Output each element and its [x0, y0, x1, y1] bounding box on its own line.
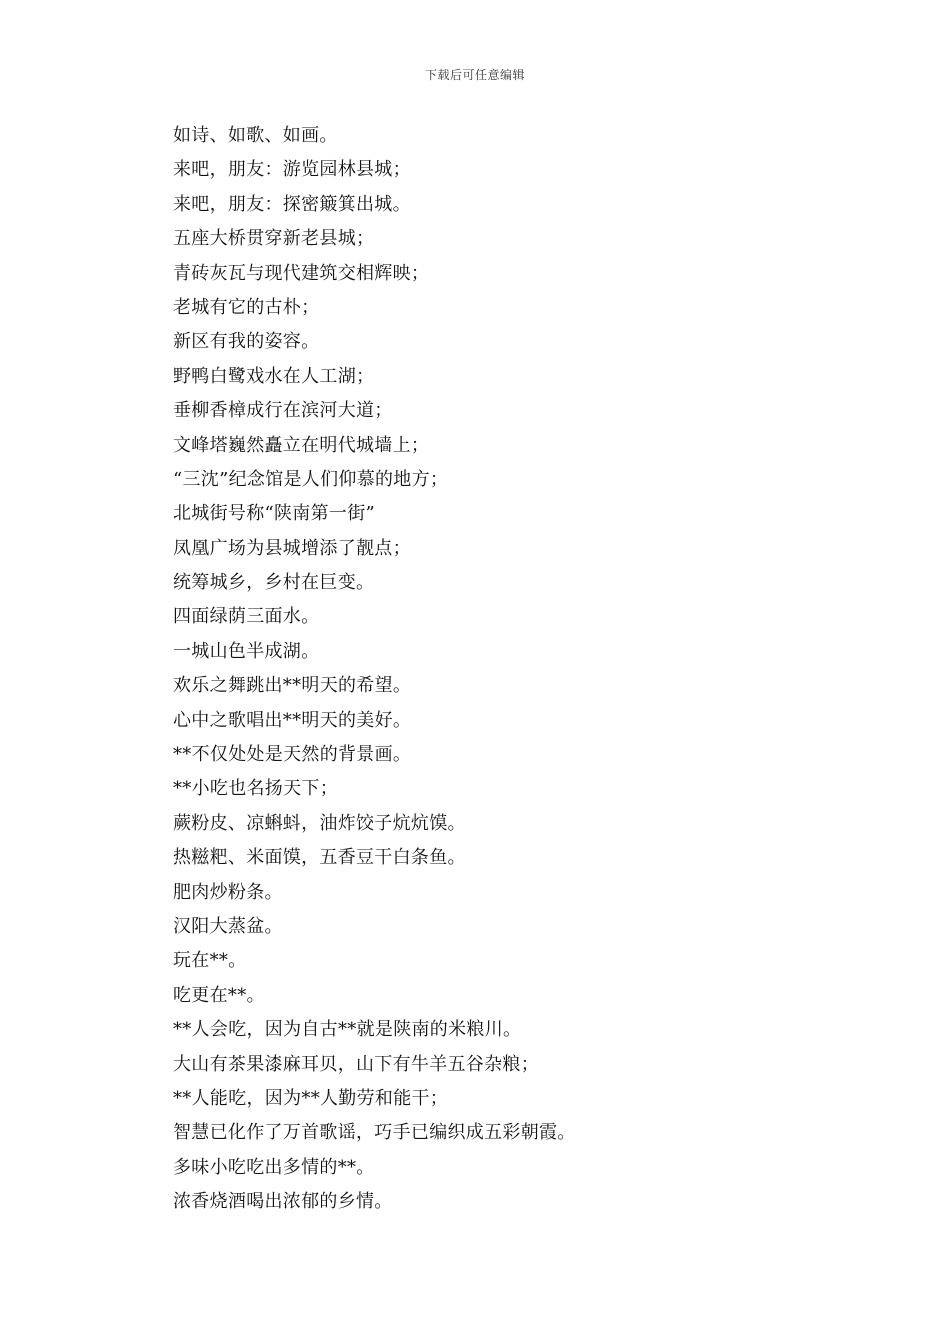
text-line: 肥肉炒粉条。 — [173, 881, 283, 903]
text-line: 凤凰广场为县城增添了靓点； — [173, 537, 411, 559]
page-header-note: 下载后可任意编辑 — [424, 68, 525, 82]
poem-body — [173, 119, 873, 1220]
text-line: 欢乐之舞跳出**明天的希望。 — [173, 675, 412, 697]
text-line: 汉阳大蒸盆。 — [173, 915, 283, 937]
text-line: 野鸭白鹭戏水在人工湖； — [173, 365, 375, 387]
text-line: 吃更在**。 — [173, 984, 265, 1006]
text-line: 垂柳香樟成行在滨河大道； — [173, 400, 393, 422]
text-line: **不仅处处是天然的背景画。 — [173, 744, 412, 766]
text-line: 热糍粑、米面馍，五香豆干白条鱼。 — [173, 847, 466, 869]
text-line: 如诗、如歌、如画。 — [173, 125, 338, 146]
text-line: 蕨粉皮、凉蝌蚪，油炸饺子炕炕馍。 — [173, 812, 466, 834]
text-line: 五座大桥贯穿新老县城； — [173, 228, 375, 250]
text-line: 浓香烧酒喝出浓郁的乡情。 — [173, 1191, 393, 1213]
text-line: 玩在**。 — [173, 950, 247, 972]
text-line: 老城有它的古朴； — [173, 296, 320, 318]
text-line: 北城街号称“陕南第一街” — [173, 503, 376, 525]
text-line: 文峰塔巍然矗立在明代城墙上； — [173, 434, 430, 456]
text-line: 一城山色半成湖。 — [173, 640, 320, 662]
text-line: 智慧已化作了万首歌谣，巧手已编织成五彩朝霞。 — [173, 1122, 576, 1144]
text-line: 四面绿荫三面水。 — [173, 606, 320, 628]
text-line: 来吧，朋友：探密簸箕出城。 — [173, 193, 411, 215]
text-line: 心中之歌唱出**明天的美好。 — [173, 709, 412, 731]
text-line: **人能吃，因为**人勤劳和能干； — [173, 1087, 449, 1109]
text-line: 大山有茶果漆麻耳贝，山下有牛羊五谷杂粮； — [173, 1053, 539, 1075]
text-line: **小吃也名扬天下； — [173, 778, 338, 800]
text-line: **人会吃，因为自古**就是陕南的米粮川。 — [173, 1019, 522, 1041]
text-line: 来吧，朋友：游览园林县城； — [173, 159, 411, 181]
text-line: 新区有我的姿容。 — [173, 331, 320, 353]
text-line: 青砖灰瓦与现代建筑交相辉映； — [173, 262, 430, 284]
text-line: “三沈”纪念馆是人们仰慕的地方； — [173, 468, 449, 490]
text-line: 多味小吃吃出多情的**。 — [173, 1156, 375, 1178]
text-line: 统筹城乡，乡村在巨变。 — [173, 572, 375, 594]
